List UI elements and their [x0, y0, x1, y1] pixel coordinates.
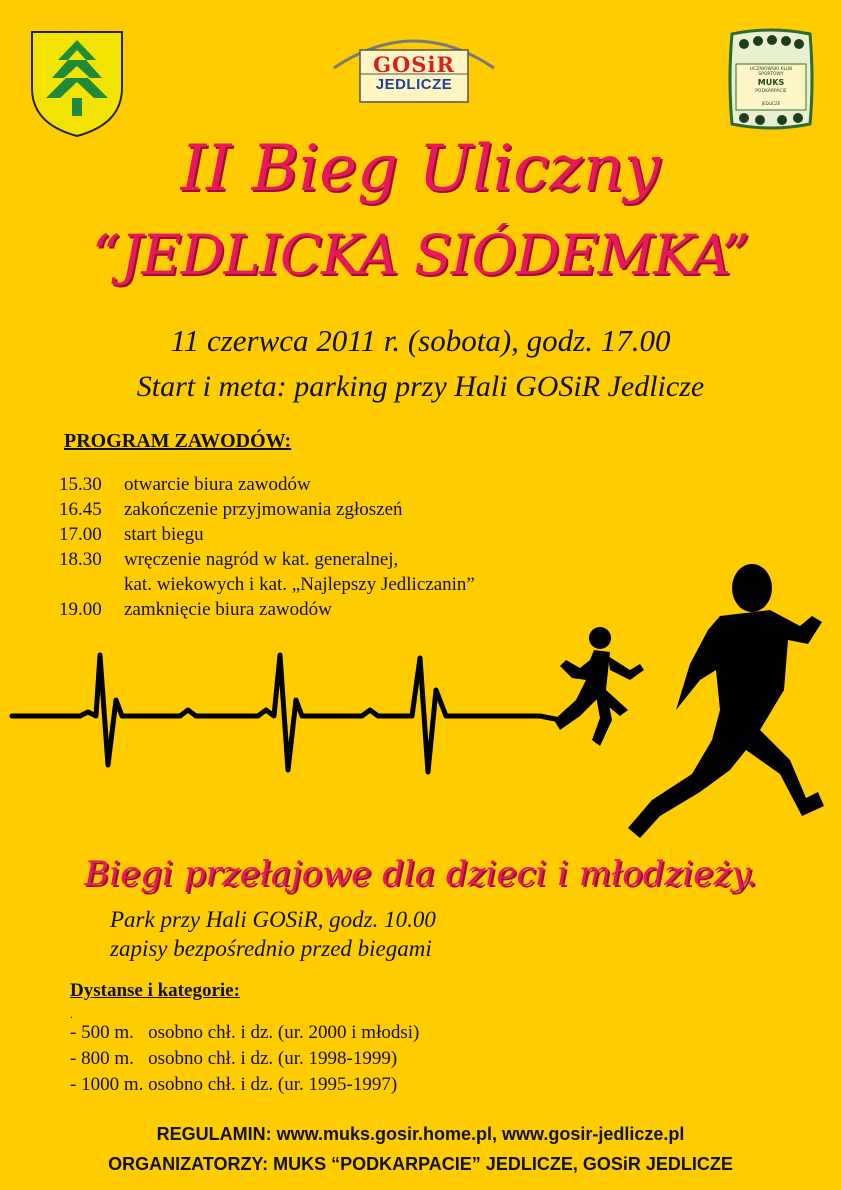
- program-item-text: otwarcie biura zawodów: [124, 474, 311, 495]
- gosir-logo: [330, 28, 498, 106]
- muks-club-badge-logo: [726, 28, 816, 132]
- event-date: 11 czerwca 2011 r. (sobota), godz. 17.00: [170, 323, 671, 358]
- heartbeat-runners-illustration: [0, 560, 841, 850]
- program-item: [59, 472, 475, 497]
- stray-dot: .: [70, 1007, 73, 1021]
- distances-heading: Dystanse i kategorie:: [70, 980, 240, 1001]
- distances-list: [70, 1020, 419, 1098]
- event-title-line1: II Bieg Uliczny: [180, 132, 661, 206]
- distance-item: - 500 m. osobno chł. i dz. (ur. 2000 i młodsi): [70, 1022, 420, 1043]
- distance-item: - 1000 m. osobno chł. i dz. (ur. 1995-1997): [70, 1074, 398, 1095]
- badge-text-line4: JEDLICZE: [761, 101, 781, 106]
- relay-runs-place: Park przy Hali GOSiR, godz. 10.00: [110, 907, 436, 932]
- badge-text-line3: PODKARPACIE: [755, 89, 787, 94]
- small-runner-icon: [554, 627, 644, 746]
- heartbeat-line: [12, 655, 560, 772]
- organizers-line: ORGANIZATORZY: MUKS “PODKARPACIE” JEDLICZE, GOSiR JEDLICZE: [108, 1154, 733, 1174]
- program-item-time: 18.30: [59, 549, 102, 570]
- relay-runs-title: Biegi przełajowe dla dzieci i młodzieży.: [84, 854, 757, 894]
- relay-runs-registration: zapisy bezpośrednio przed biegami: [110, 936, 432, 961]
- distance-item: - 800 m. osobno chł. i dz. (ur. 1998-1999): [70, 1048, 398, 1069]
- large-runner-icon: [628, 564, 824, 838]
- program-item-text: start biegu: [124, 524, 204, 545]
- program-item-text: zakończenie przyjmowania zgłoszeń: [124, 499, 403, 520]
- program-item: [59, 497, 475, 522]
- regulations-line: REGULAMIN: www.muks.gosir.home.pl, www.gosir-jedlicze.pl: [156, 1124, 685, 1144]
- program-heading: PROGRAM ZAWODÓW:: [64, 430, 292, 452]
- gosir-logo-subtext: JEDLICZE: [375, 76, 453, 93]
- program-item-time: 15.30: [59, 474, 102, 495]
- gosir-logo-word: GOSiR: [373, 52, 455, 77]
- program-item-text: kat. wiekowych i kat. „Najlepszy Jedliczanin”: [124, 574, 475, 595]
- program-item-text: wręczenie nagród w kat. generalnej,: [124, 549, 399, 570]
- program-item-time: 19.00: [59, 599, 102, 620]
- program-item-text: zamknięcie biura zawodów: [124, 599, 332, 620]
- program-item-time: 16.45: [59, 499, 102, 520]
- program-item: [59, 522, 475, 547]
- event-title-line2: “JEDLICKA SIÓDEMKA”: [92, 223, 749, 287]
- program-item-time: 17.00: [59, 524, 102, 545]
- start-finish-location: Start i meta: parking przy Hali GOSiR Jedlicze: [136, 370, 705, 403]
- badge-text-line1: UCZNIOWSKI KLUB SPORTOWY: [749, 67, 793, 77]
- badge-text-line2: MUKS: [757, 78, 785, 87]
